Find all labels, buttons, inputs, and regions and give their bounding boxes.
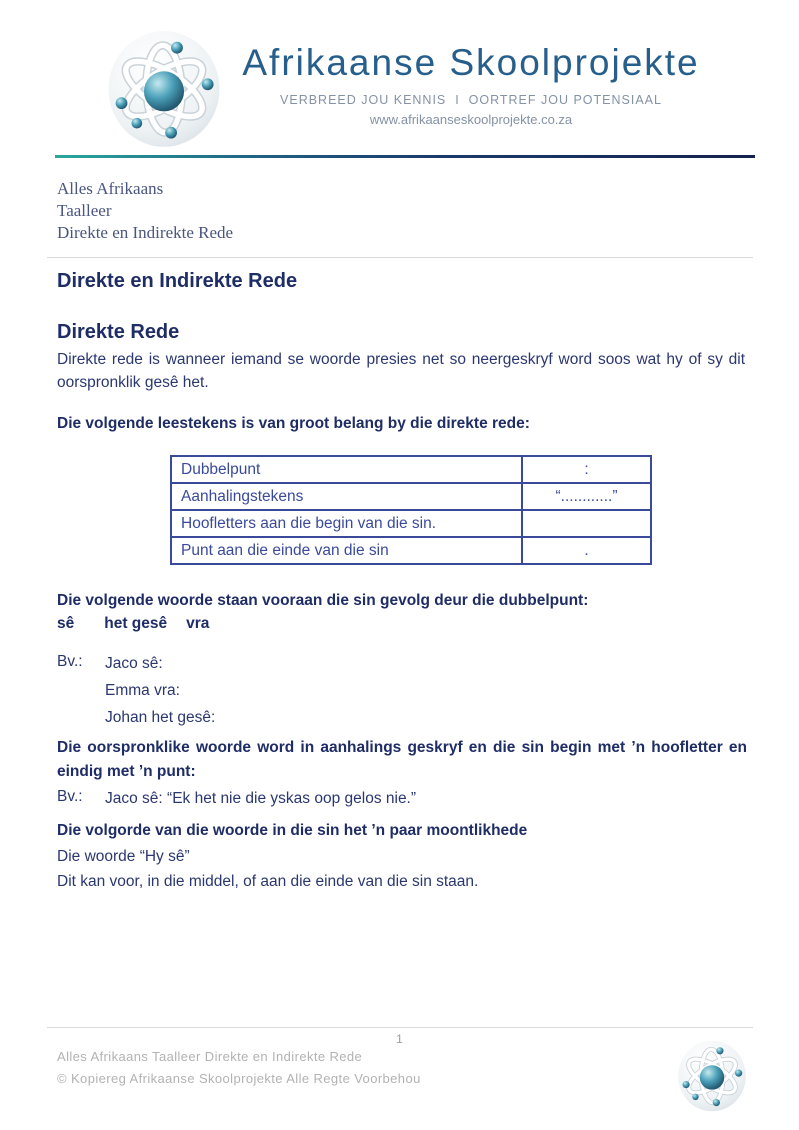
table-row (171, 483, 651, 510)
table-cell-label: Hoofletters aan die begin van die sin. (171, 510, 522, 537)
header-divider (55, 155, 755, 158)
word-het-gese: het gesê (104, 615, 168, 632)
breadcrumb-category: Alles Afrikaans (57, 179, 164, 198)
header-brand (230, 44, 712, 127)
brand-tagline: VERBREED JOU KENNIS I OORTREF JOU POTENSIAAL (280, 92, 662, 107)
direkte-rede-definition: Direkte rede is wanneer iemand se woorde presies net so neergeskryf word soos wat hy of sy dit oorspronklik gesê het. (57, 351, 745, 391)
dubbelpunt-words (57, 612, 209, 635)
example-line: Johan het gesê: (105, 709, 216, 726)
example-lines (105, 650, 215, 731)
leestekens-lead: Die volgende leestekens is van groot belang by die direkte rede: (57, 415, 530, 432)
table-cell-symbol: “............” (522, 483, 651, 510)
word-vra: vra (186, 615, 210, 632)
table-row (171, 537, 651, 564)
atom-logo-icon (103, 30, 225, 148)
volgorde-line2: Dit kan voor, in die middel, of aan die einde van die sin staan. (57, 873, 479, 890)
example-line: Jaco sê: “Ek het nie die yskas oop gelos nie.” (105, 790, 417, 807)
footer-copyright: © Kopiereg Afrikaanse Skoolprojekte Alle Regte Voorbehou (57, 1071, 421, 1086)
example-line: Jaco sê: (105, 655, 163, 672)
table-cell-symbol (522, 510, 651, 537)
example-prefix: Bv.: (57, 788, 83, 805)
example-prefix: Bv.: (57, 653, 83, 670)
example-lines (105, 785, 416, 812)
breadcrumb-topic: Direkte en Indirekte Rede (57, 223, 234, 242)
aanhalings-example (57, 785, 416, 812)
word-se: sê (57, 615, 75, 632)
table-cell-label: Dubbelpunt (171, 456, 522, 483)
table-cell-symbol: . (522, 537, 651, 564)
dubbelpunt-examples (57, 650, 215, 731)
footer-breadcrumb-text: Alles Afrikaans Taalleer Direkte en Indirekte Rede (57, 1049, 363, 1064)
section-heading-direkte-rede: Direkte Rede (57, 321, 180, 343)
leestekens-table (170, 455, 652, 565)
atom-logo-icon (676, 1036, 748, 1116)
brand-website-link[interactable]: www.afrikaanseskoolprojekte.co.za (369, 111, 573, 127)
footer-divider (47, 1027, 753, 1028)
table-cell-symbol: : (522, 456, 651, 483)
brand-title: Afrikaanse Skoolprojekte (242, 42, 700, 83)
volgorde-line1: Die woorde “Hy sê” (57, 848, 190, 865)
aanhalings-heading: Die oorspronklike woorde word in aanhalings geskryf en die sin begin met ’n hoofletter en eindig met ’n punt: (57, 739, 747, 780)
breadcrumb-subcategory: Taalleer (57, 201, 112, 220)
page-title: Direkte en Indirekte Rede (57, 270, 298, 292)
page-number: 1 (396, 1032, 403, 1046)
table-row (171, 510, 651, 537)
table-cell-label: Punt aan die einde van die sin (171, 537, 522, 564)
breadcrumb-divider (47, 257, 753, 258)
dubbelpunt-heading: Die volgende woorde staan vooraan die sin gevolg deur die dubbelpunt: (57, 592, 589, 609)
example-line: Emma vra: (105, 682, 180, 699)
table-cell-label: Aanhalingstekens (171, 483, 522, 510)
volgorde-heading: Die volgorde van die woorde in die sin het ’n paar moontlikhede (57, 822, 528, 839)
table-row (171, 456, 651, 483)
breadcrumb (57, 178, 233, 244)
